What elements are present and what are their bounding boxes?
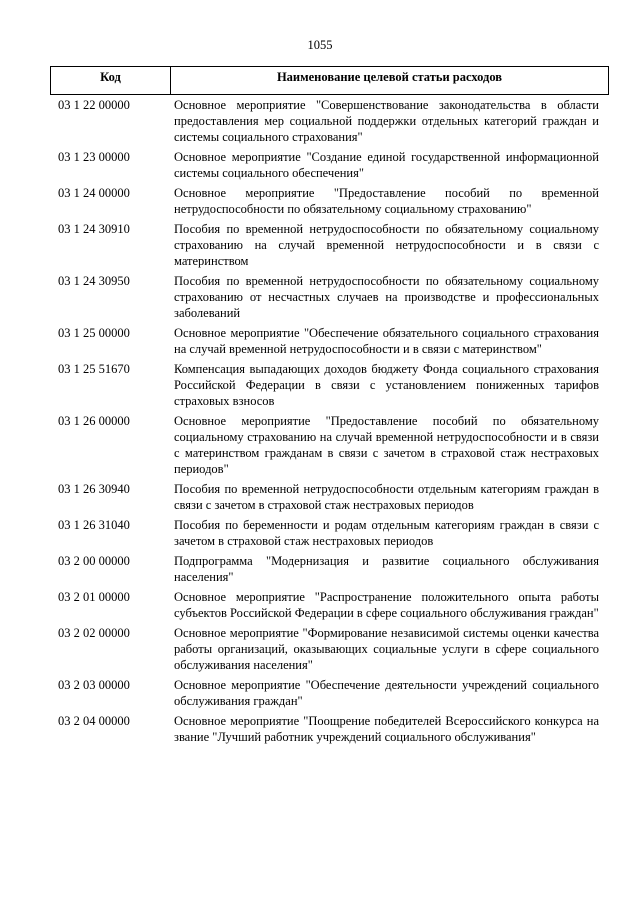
row-code: 03 1 24 30910 <box>58 222 130 236</box>
column-header-name: Наименование целевой статьи расходов <box>276 70 503 84</box>
row-description: Основное мероприятие "Поощрение победителей Всероссийского конкурса на звание "Лучший работник учреждений социального обслуживания" <box>174 714 599 744</box>
row-description: Компенсация выпадающих доходов бюджету Фонда социального страхования Российской Федерации в связи с установлением пониженных тарифов страховых взносов <box>174 362 599 408</box>
row-description: Пособия по временной нетрудоспособности отдельным категориям граждан в связи с зачетом в страховой стаж нестраховых периодов <box>174 482 599 512</box>
row-description: Пособия по временной нетрудоспособности по обязательному социальному страхованию на случай временной нетрудоспособности и в связи с материнством <box>174 222 599 268</box>
row-code: 03 1 25 00000 <box>58 326 130 340</box>
page-number: 1055 <box>307 38 333 52</box>
row-description: Основное мероприятие "Формирование независимой системы оценки качества работы организаций, оказывающих социальные услуги в сфере социального обслуживания населения" <box>174 626 599 672</box>
table-row <box>50 517 609 549</box>
row-description: Пособия по беременности и родам отдельным категориям граждан в связи с зачетом в страховой стаж нестраховых периодов <box>174 518 599 548</box>
row-code: 03 1 24 30950 <box>58 274 130 288</box>
row-description: Основное мероприятие "Предоставление пособий по обязательному социальному страхованию на случай временной нетрудоспособности и в связи с материнством гражданам в связи с зачетом в страховой стаж нестраховых периодов" <box>174 414 599 476</box>
table-header <box>50 66 609 95</box>
table-row <box>50 713 609 745</box>
row-description: Основное мероприятие "Распространение положительного опыта работы субъектов Российской Федерации в сфере социального обслуживания граждан" <box>174 590 599 620</box>
table-row <box>50 677 609 709</box>
row-code: 03 1 22 00000 <box>58 98 130 112</box>
row-description: Подпрограмма "Модернизация и развитие социального обслуживания населения" <box>174 554 599 584</box>
table-row <box>50 361 609 409</box>
table-row <box>50 149 609 181</box>
table-row <box>50 97 609 145</box>
row-code: 03 1 26 31040 <box>58 518 130 532</box>
row-code: 03 2 01 00000 <box>58 590 130 604</box>
table-body <box>50 97 609 749</box>
row-code: 03 1 25 51670 <box>58 362 130 376</box>
table-row <box>50 221 609 269</box>
table-row <box>50 413 609 477</box>
row-code: 03 1 26 30940 <box>58 482 130 496</box>
row-description: Основное мероприятие "Создание единой государственной информационной системы социального обеспечения" <box>174 150 599 180</box>
table-row <box>50 481 609 513</box>
table-row <box>50 625 609 673</box>
row-code: 03 1 24 00000 <box>58 186 130 200</box>
table-row <box>50 553 609 585</box>
row-description: Основное мероприятие "Совершенствование законодательства в области предоставления мер социальной поддержки отдельных категорий граждан и системы социального страхования" <box>174 98 599 144</box>
row-description: Основное мероприятие "Предоставление пособий по временной нетрудоспособности по обязательному социальному страхованию" <box>174 186 599 216</box>
table-row <box>50 325 609 357</box>
table-row <box>50 185 609 217</box>
row-description: Основное мероприятие "Обеспечение обязательного социального страхования на случай временной нетрудоспособности и в связи с материнством" <box>174 326 599 356</box>
table-row <box>50 273 609 321</box>
row-code: 03 2 04 00000 <box>58 714 130 728</box>
row-code: 03 2 03 00000 <box>58 678 130 692</box>
column-header-code: Код <box>51 67 171 94</box>
row-description: Пособия по временной нетрудоспособности по обязательному социальному страхованию от несчастных случаев на производстве и профессиональных заболеваний <box>174 274 599 320</box>
row-code: 03 1 26 00000 <box>58 414 130 428</box>
row-description: Основное мероприятие "Обеспечение деятельности учреждений социального обслуживания граждан" <box>174 678 599 708</box>
table-row <box>50 589 609 621</box>
row-code: 03 1 23 00000 <box>58 150 130 164</box>
row-code: 03 2 00 00000 <box>58 554 130 568</box>
row-code: 03 2 02 00000 <box>58 626 130 640</box>
